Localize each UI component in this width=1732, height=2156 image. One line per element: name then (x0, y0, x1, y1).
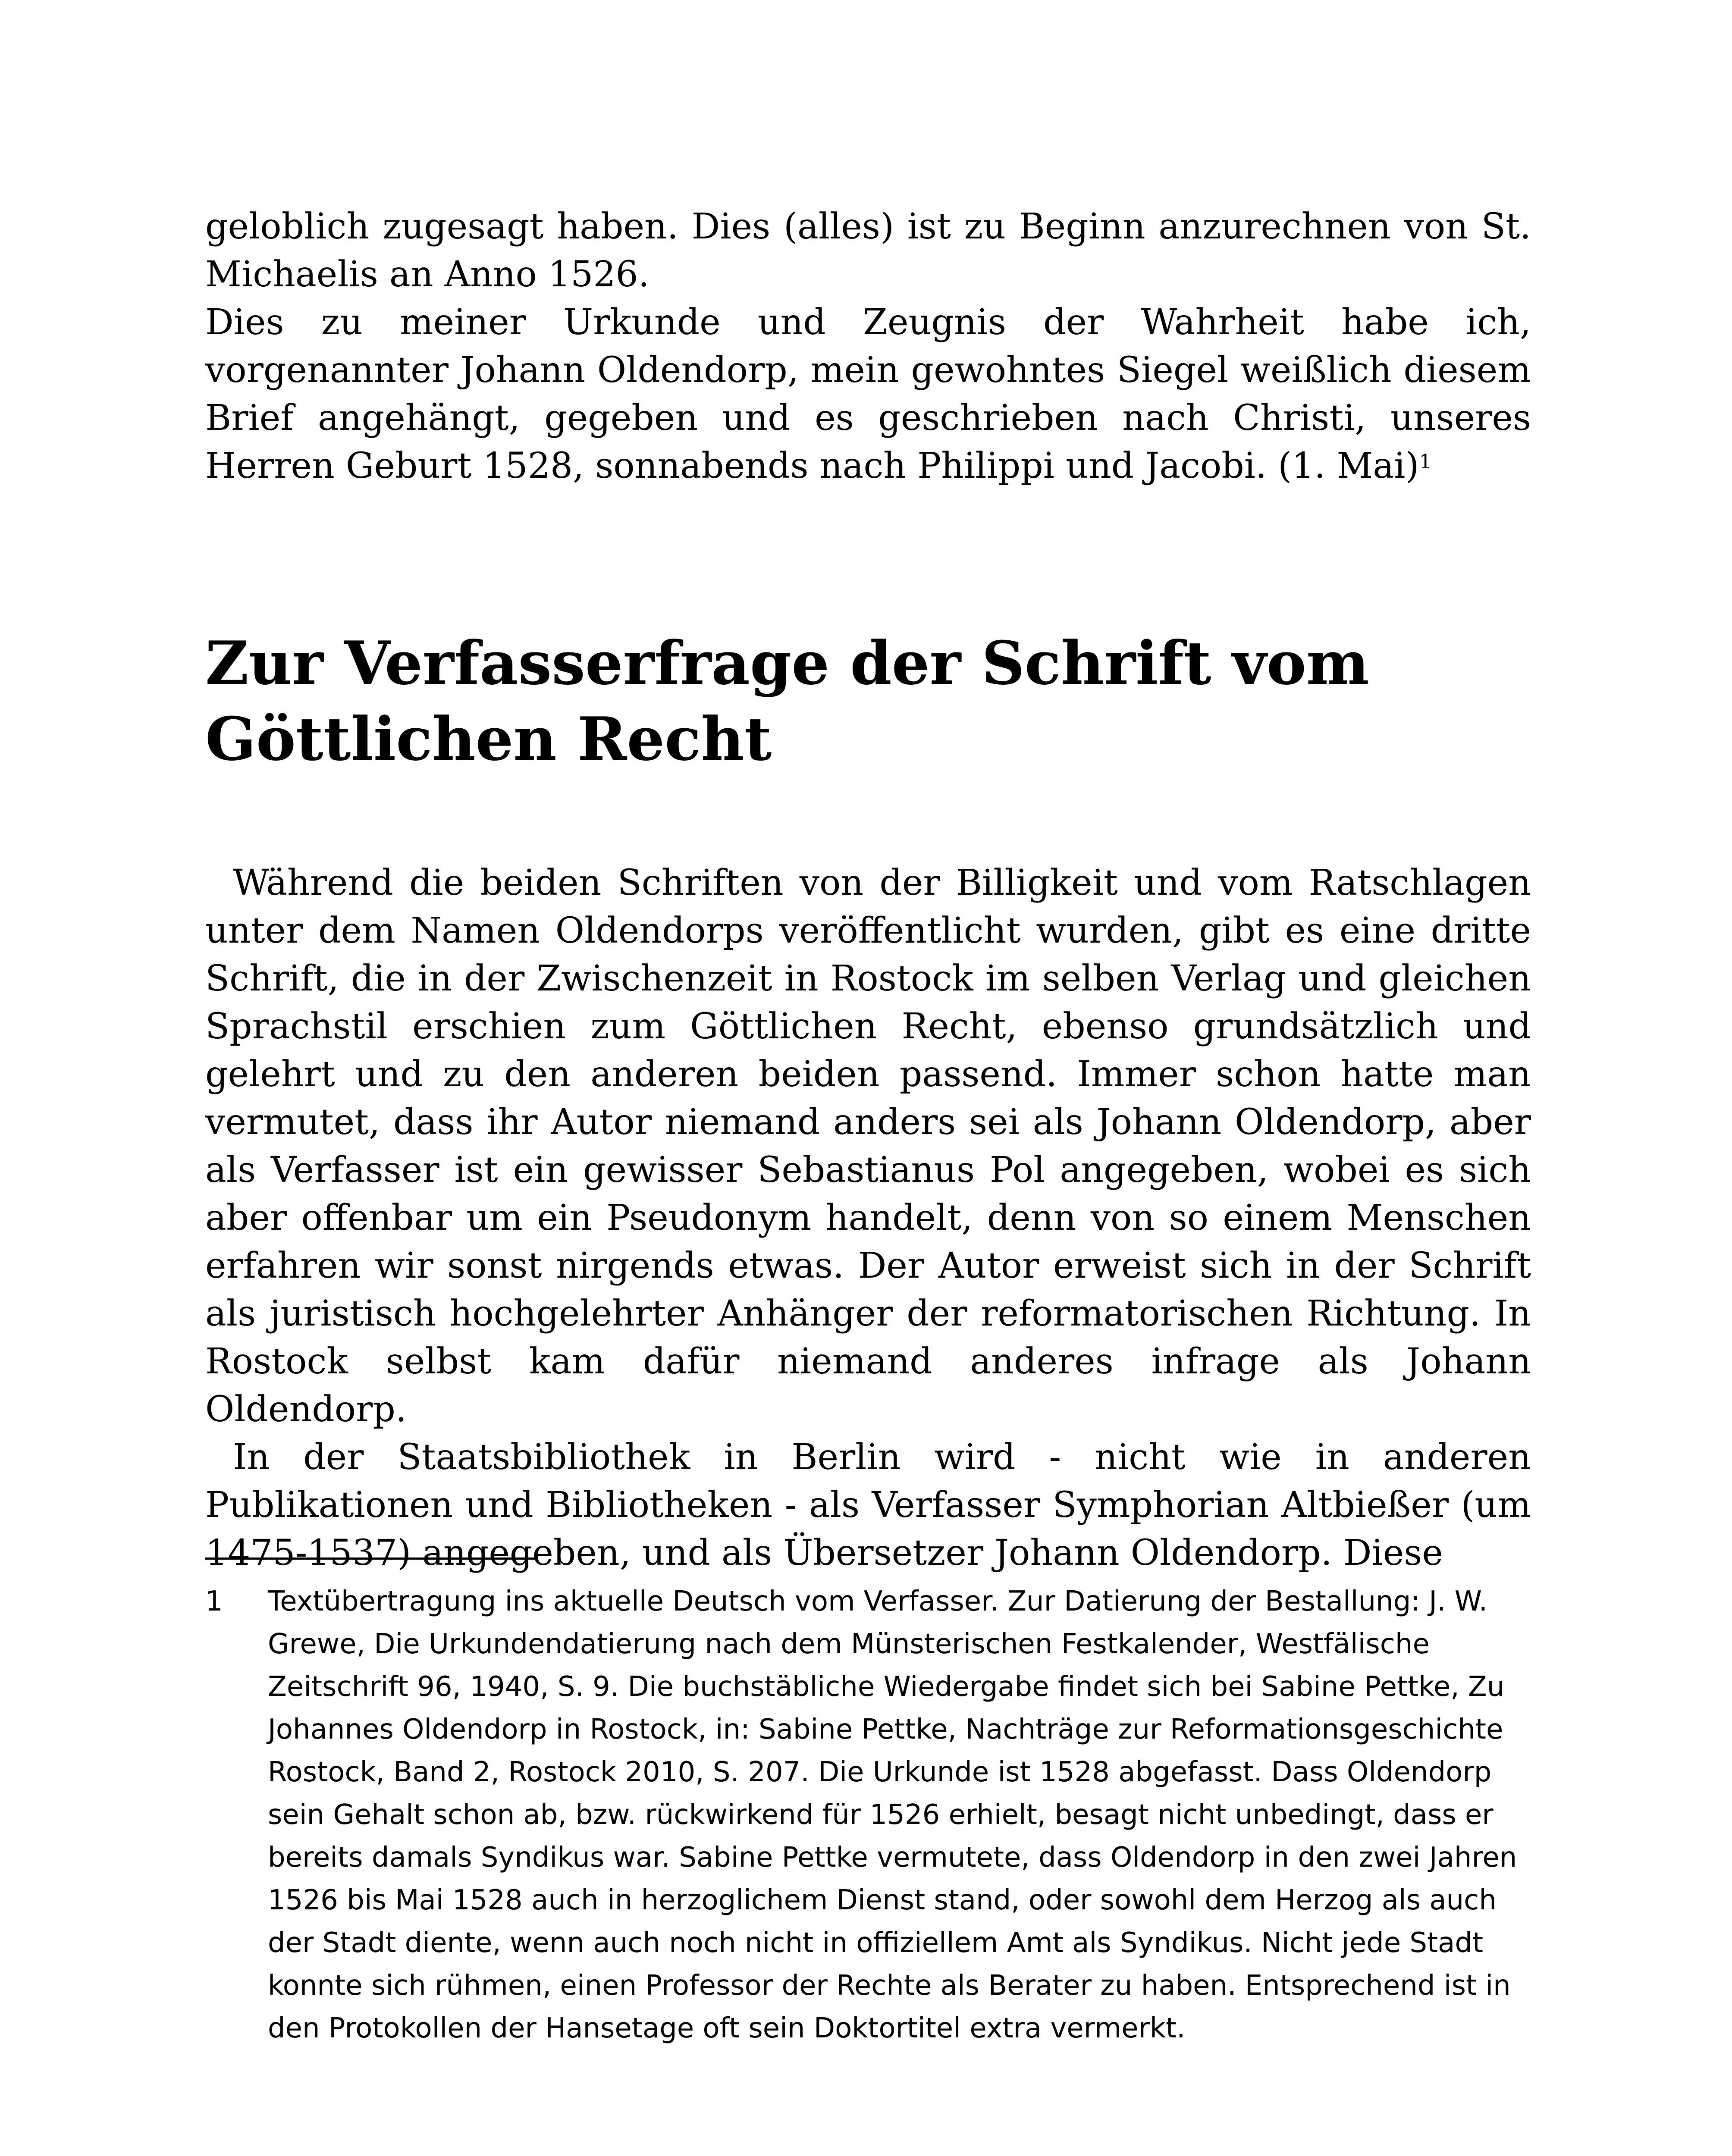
section-heading: Zur Verfasserfrage der Schrift vom Göttlichen Recht (205, 628, 1369, 774)
footnote-reference: 1 (1419, 450, 1432, 473)
footnote-text: Textübertragung ins aktuelle Deutsch vom Verfasser. Zur Datierung der Bestallung: J. W. Grewe, Die Urkundendatierung nach dem Münsterischen Festkalender, Westfälische Zeitschrift 96, 1940, S. 9. Die buchstäbliche Wiedergabe findet sich bei Sabine Pettke, Zu Johannes Oldendorp in Rostock, in: Sabine Pettke, Nachträge zur Reformationsgeschichte Rostock, Band 2, Rostock 2010, S. 207. Die Urkunde ist 1528 abgefasst. Dass Oldendorp sein Gehalt schon ab, bzw. rückwirkend für 1526 erhielt, besagt nicht unbedingt, dass er bereits damals Syndikus war. Sabine Pettke vermutete, dass Oldendorp in den zwei Jahren 1526 bis Mai 1528 auch in herzoglichem Dienst stand, oder sowohl dem Herzog als auch der Stadt diente, wenn auch noch nicht in offiziellem Amt als Syndikus. Nicht jede Stadt konnte sich rühmen, einen Professor der Rechte als Berater zu haben. Entsprechend ist in den Protokollen der Hansetage oft sein Doktortitel extra vermerkt. (268, 1586, 1517, 2044)
body-paragraph-1: Während die beiden Schriften von der Billigkeit und vom Ratschlagen unter dem Namen Oldendorps veröffentlicht wurden, gibt es eine dritte Schrift, die in der Zwischenzeit in Rostock im selben Verlag und gleichen Sprachstil erschien zum Göttlichen Recht, ebenso grundsätzlich und gelehrt und zu den anderen beiden passend. Immer schon hatte man vermutet, dass ihr Autor niemand anders sei als Johann Oldendorp, aber als Verfasser ist ein gewisser Sebastianus Pol angegeben, wobei es sich aber offenbar um ein Pseudonym handelt, denn von so einem Menschen erfahren wir sonst nirgends etwas. Der Autor erweist sich in der Schrift als juristisch hochgelehrter Anhänger der reformatorischen Richtung. In Rostock selbst kam dafür niemand anderes infrage als Johann Oldendorp. (205, 862, 1531, 1430)
body-paragraph-2: In der Staatsbibliothek in Berlin wird - nicht wie in anderen Publikationen und Bibliotheken - als Verfasser Symphorian Altbießer (um 1475-1537) angegeben, und als Übersetzer Johann Oldendorp. Diese (205, 1437, 1531, 1573)
top-text-block (205, 203, 1531, 490)
top-paragraph-1: geloblich zugesagt haben. Dies (alles) ist zu Beginn anzurechnen von St. Michaelis an Anno 1526. (205, 206, 1531, 295)
footnote-number: 1 (205, 1586, 223, 1617)
body-text-block (205, 859, 1531, 1577)
footnote-divider (205, 1557, 537, 1560)
footnote (205, 1580, 1531, 2050)
top-paragraph-2 (205, 298, 1531, 490)
top-paragraph-2-text: Dies zu meiner Urkunde und Zeugnis der Wahrheit habe ich, vorgenannter Johann Oldendorp, mein gewohntes Siegel weißlich diesem Brief angehängt, gegeben und es geschrieben nach Christi, unseres Herren Geburt 1528, sonnabends nach Philippi und Jacobi. (1. Mai) (205, 302, 1531, 486)
